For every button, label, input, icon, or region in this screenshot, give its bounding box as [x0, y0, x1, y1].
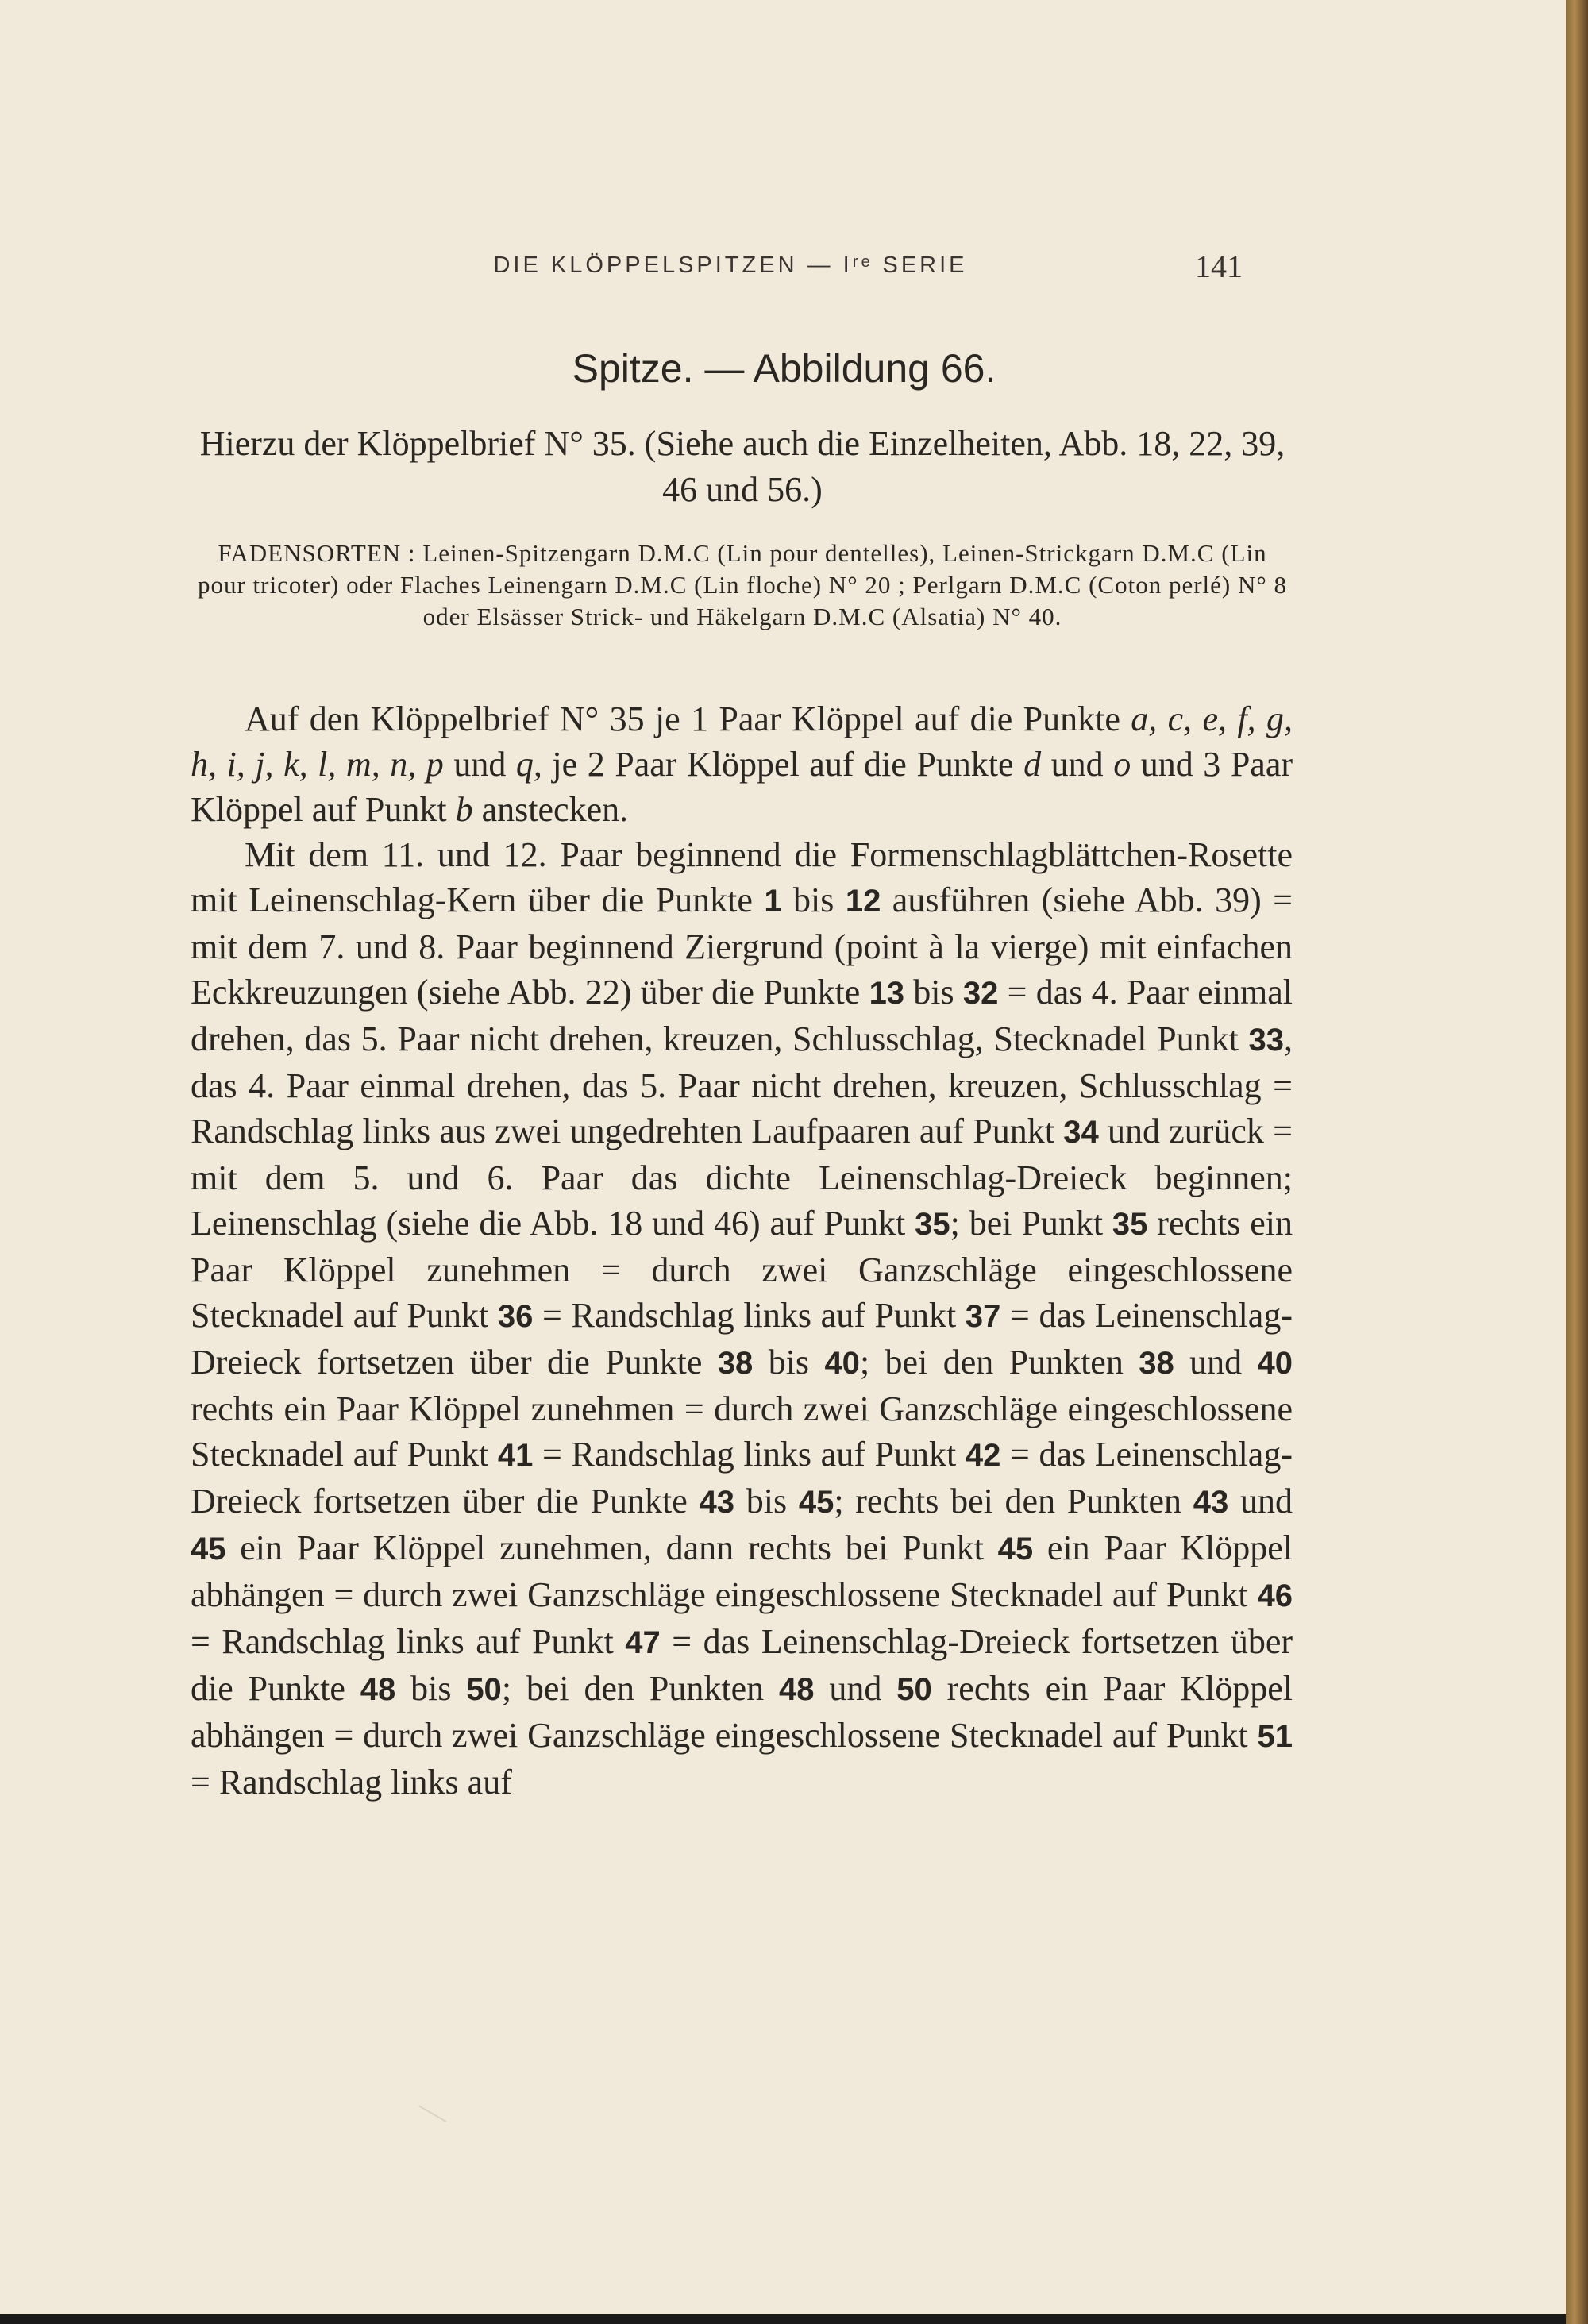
point-number: 33	[1248, 1023, 1284, 1058]
point-number: 45	[191, 1532, 226, 1567]
paper-mark	[410, 2105, 447, 2136]
point-number: 50	[466, 1672, 502, 1707]
text-run: bis	[781, 881, 846, 919]
text-run: und	[1174, 1343, 1258, 1382]
point-number: 48	[360, 1672, 396, 1707]
section-subtitle: Hierzu der Klöppelbrief N° 35. (Siehe auch die Einzelheiten, Abb. 18, 22, 39, 46 und 56.)	[199, 424, 1285, 509]
point-number: 40	[1257, 1346, 1293, 1381]
text-run: und	[1041, 745, 1114, 784]
text-run: bis	[753, 1343, 825, 1382]
point-letter: o	[1113, 745, 1131, 784]
text-run: und	[443, 745, 516, 784]
point-number: 42	[965, 1438, 1001, 1473]
text-run: = das Leinenschlag-Dreieck fortsetzen über die Punkte	[191, 1622, 1293, 1708]
text-run: ; bei Punkt	[950, 1204, 1112, 1243]
point-number: 35	[915, 1207, 950, 1242]
point-number: 13	[869, 976, 905, 1011]
text-run: und 3 Paar Klöppel auf Punkt	[191, 745, 1293, 829]
point-letters: a, c, e, f, g, h, i, j, k, l, m, n, p	[191, 700, 1293, 784]
text-run: ; bei den Punkten	[501, 1669, 780, 1708]
running-title: DIE KLÖPPELSPITZEN — Iʳᵉ SERIE	[493, 252, 968, 278]
text-run: = Randschlag links auf	[191, 1763, 512, 1802]
text-run: = Randschlag links auf Punkt	[533, 1435, 966, 1474]
text-run: Auf den Klöppelbrief N° 35 je 1 Paar Klöppel auf die Punkte	[245, 700, 1131, 738]
text-run: je 2 Paar Klöppel auf die Punkte	[542, 745, 1024, 784]
point-number: 37	[965, 1299, 1001, 1334]
point-number: 38	[717, 1346, 754, 1381]
text-run: rechts ein Paar Klöppel zunehmen = durch zwei Ganzschläge eingeschlossene Stecknadel auf Punkt	[191, 1389, 1293, 1474]
thread-materials: FADENSORTEN : Leinen-Spitzengarn D.M.C (Lin pour dentelles), Leinen-Strickgarn D.M.C (Lin pour tricoter) oder Flaches Leinengarn D.M.C (Lin floche) N° 20 ; Perlgarn D.M.C (Coton perlé) N° 8 oder Elsässer Strick- und Häkelgarn D.M.C (Alsatia) N° 40.	[197, 539, 1288, 630]
text-run: bis	[904, 973, 963, 1012]
text-run: = das 4. Paar einmal drehen, das 5. Paar nicht drehen, kreuzen, Schlusschlag, Stecknadel Punkt	[191, 973, 1293, 1058]
section-title: Spitze. — Abbildung 66.	[572, 346, 996, 391]
page-number: 141	[1195, 249, 1243, 284]
text-run: bis	[395, 1669, 467, 1708]
point-number: 43	[1193, 1485, 1229, 1520]
point-number: 51	[1257, 1719, 1293, 1754]
point-number: 1	[764, 884, 782, 919]
paragraph-setup	[191, 696, 1293, 832]
text-run: bis	[734, 1482, 799, 1520]
running-head	[0, 249, 1568, 292]
point-letter: d	[1023, 745, 1042, 784]
point-letter: b	[455, 790, 473, 829]
point-number: 35	[1112, 1207, 1148, 1242]
point-number: 45	[798, 1485, 834, 1520]
text-run: und zurück = mit dem 5. und 6. Paar das dichte Leinenschlag-Dreieck beginnen; Leinenschlag (siehe die Abb. 18 und 46) auf Punkt	[191, 1112, 1293, 1243]
text-run: ; rechts bei den Punkten	[834, 1482, 1193, 1520]
text-run: ausführen (siehe Abb. 39) = mit dem 7. und 8. Paar beginnend Ziergrund (point à la vierge) mit einfachen Eckkreuzungen (siehe Abb. 22) über die Punkte	[191, 881, 1293, 1012]
text-run: rechts ein Paar Klöppel abhängen = durch zwei Ganzschläge eingeschlossene Stecknadel auf Punkt	[191, 1669, 1293, 1755]
body-text	[191, 696, 1293, 1805]
text-run: und	[1228, 1482, 1293, 1520]
text-run: ; bei den Punkten	[859, 1343, 1139, 1382]
text-run: rechts ein Paar Klöppel zunehmen = durch zwei Ganzschläge eingeschlossene Stecknadel auf Punkt	[191, 1204, 1293, 1335]
text-run: , das 4. Paar einmal drehen, das 5. Paar nicht drehen, kreuzen, Schlusschlag = Randschlag links aus zwei ungedrehten Laufpaaren auf Punkt	[191, 1019, 1293, 1150]
point-number: 45	[997, 1532, 1034, 1567]
text-run: anstecken.	[472, 790, 629, 829]
point-number: 40	[824, 1346, 860, 1381]
point-number: 38	[1139, 1346, 1174, 1381]
point-number: 36	[497, 1299, 534, 1334]
text-run: = Randschlag links auf Punkt	[533, 1296, 966, 1335]
page-edge	[1566, 0, 1588, 2324]
text-run: = Randschlag links auf Punkt	[191, 1622, 626, 1661]
point-number: 50	[896, 1672, 932, 1707]
point-number: 43	[699, 1485, 735, 1520]
point-number: 34	[1063, 1115, 1099, 1150]
text-run: ein Paar Klöppel abhängen = durch zwei Ganzschläge eingeschlossene Stecknadel auf Punkt	[191, 1528, 1293, 1614]
point-number: 12	[845, 884, 881, 919]
point-number: 32	[962, 976, 999, 1011]
point-number: 47	[625, 1625, 661, 1660]
paragraph-instructions	[191, 832, 1293, 1805]
point-letter: q,	[515, 745, 542, 784]
text-run: und	[814, 1669, 897, 1708]
point-number: 41	[497, 1438, 534, 1473]
text-run: Mit dem 11. und 12. Paar beginnend die Formenschlagblättchen-Rosette mit Leinenschlag-Kern über die Punkte	[191, 835, 1293, 919]
text-run: ein Paar Klöppel zunehmen, dann rechts bei Punkt	[225, 1528, 998, 1567]
text-run: = das Leinenschlag-Dreieck fortsetzen über die Punkte	[191, 1296, 1293, 1382]
point-number: 46	[1257, 1578, 1293, 1613]
text-run: = das Leinenschlag-Dreieck fortsetzen über die Punkte	[191, 1435, 1293, 1520]
point-number: 48	[779, 1672, 815, 1707]
